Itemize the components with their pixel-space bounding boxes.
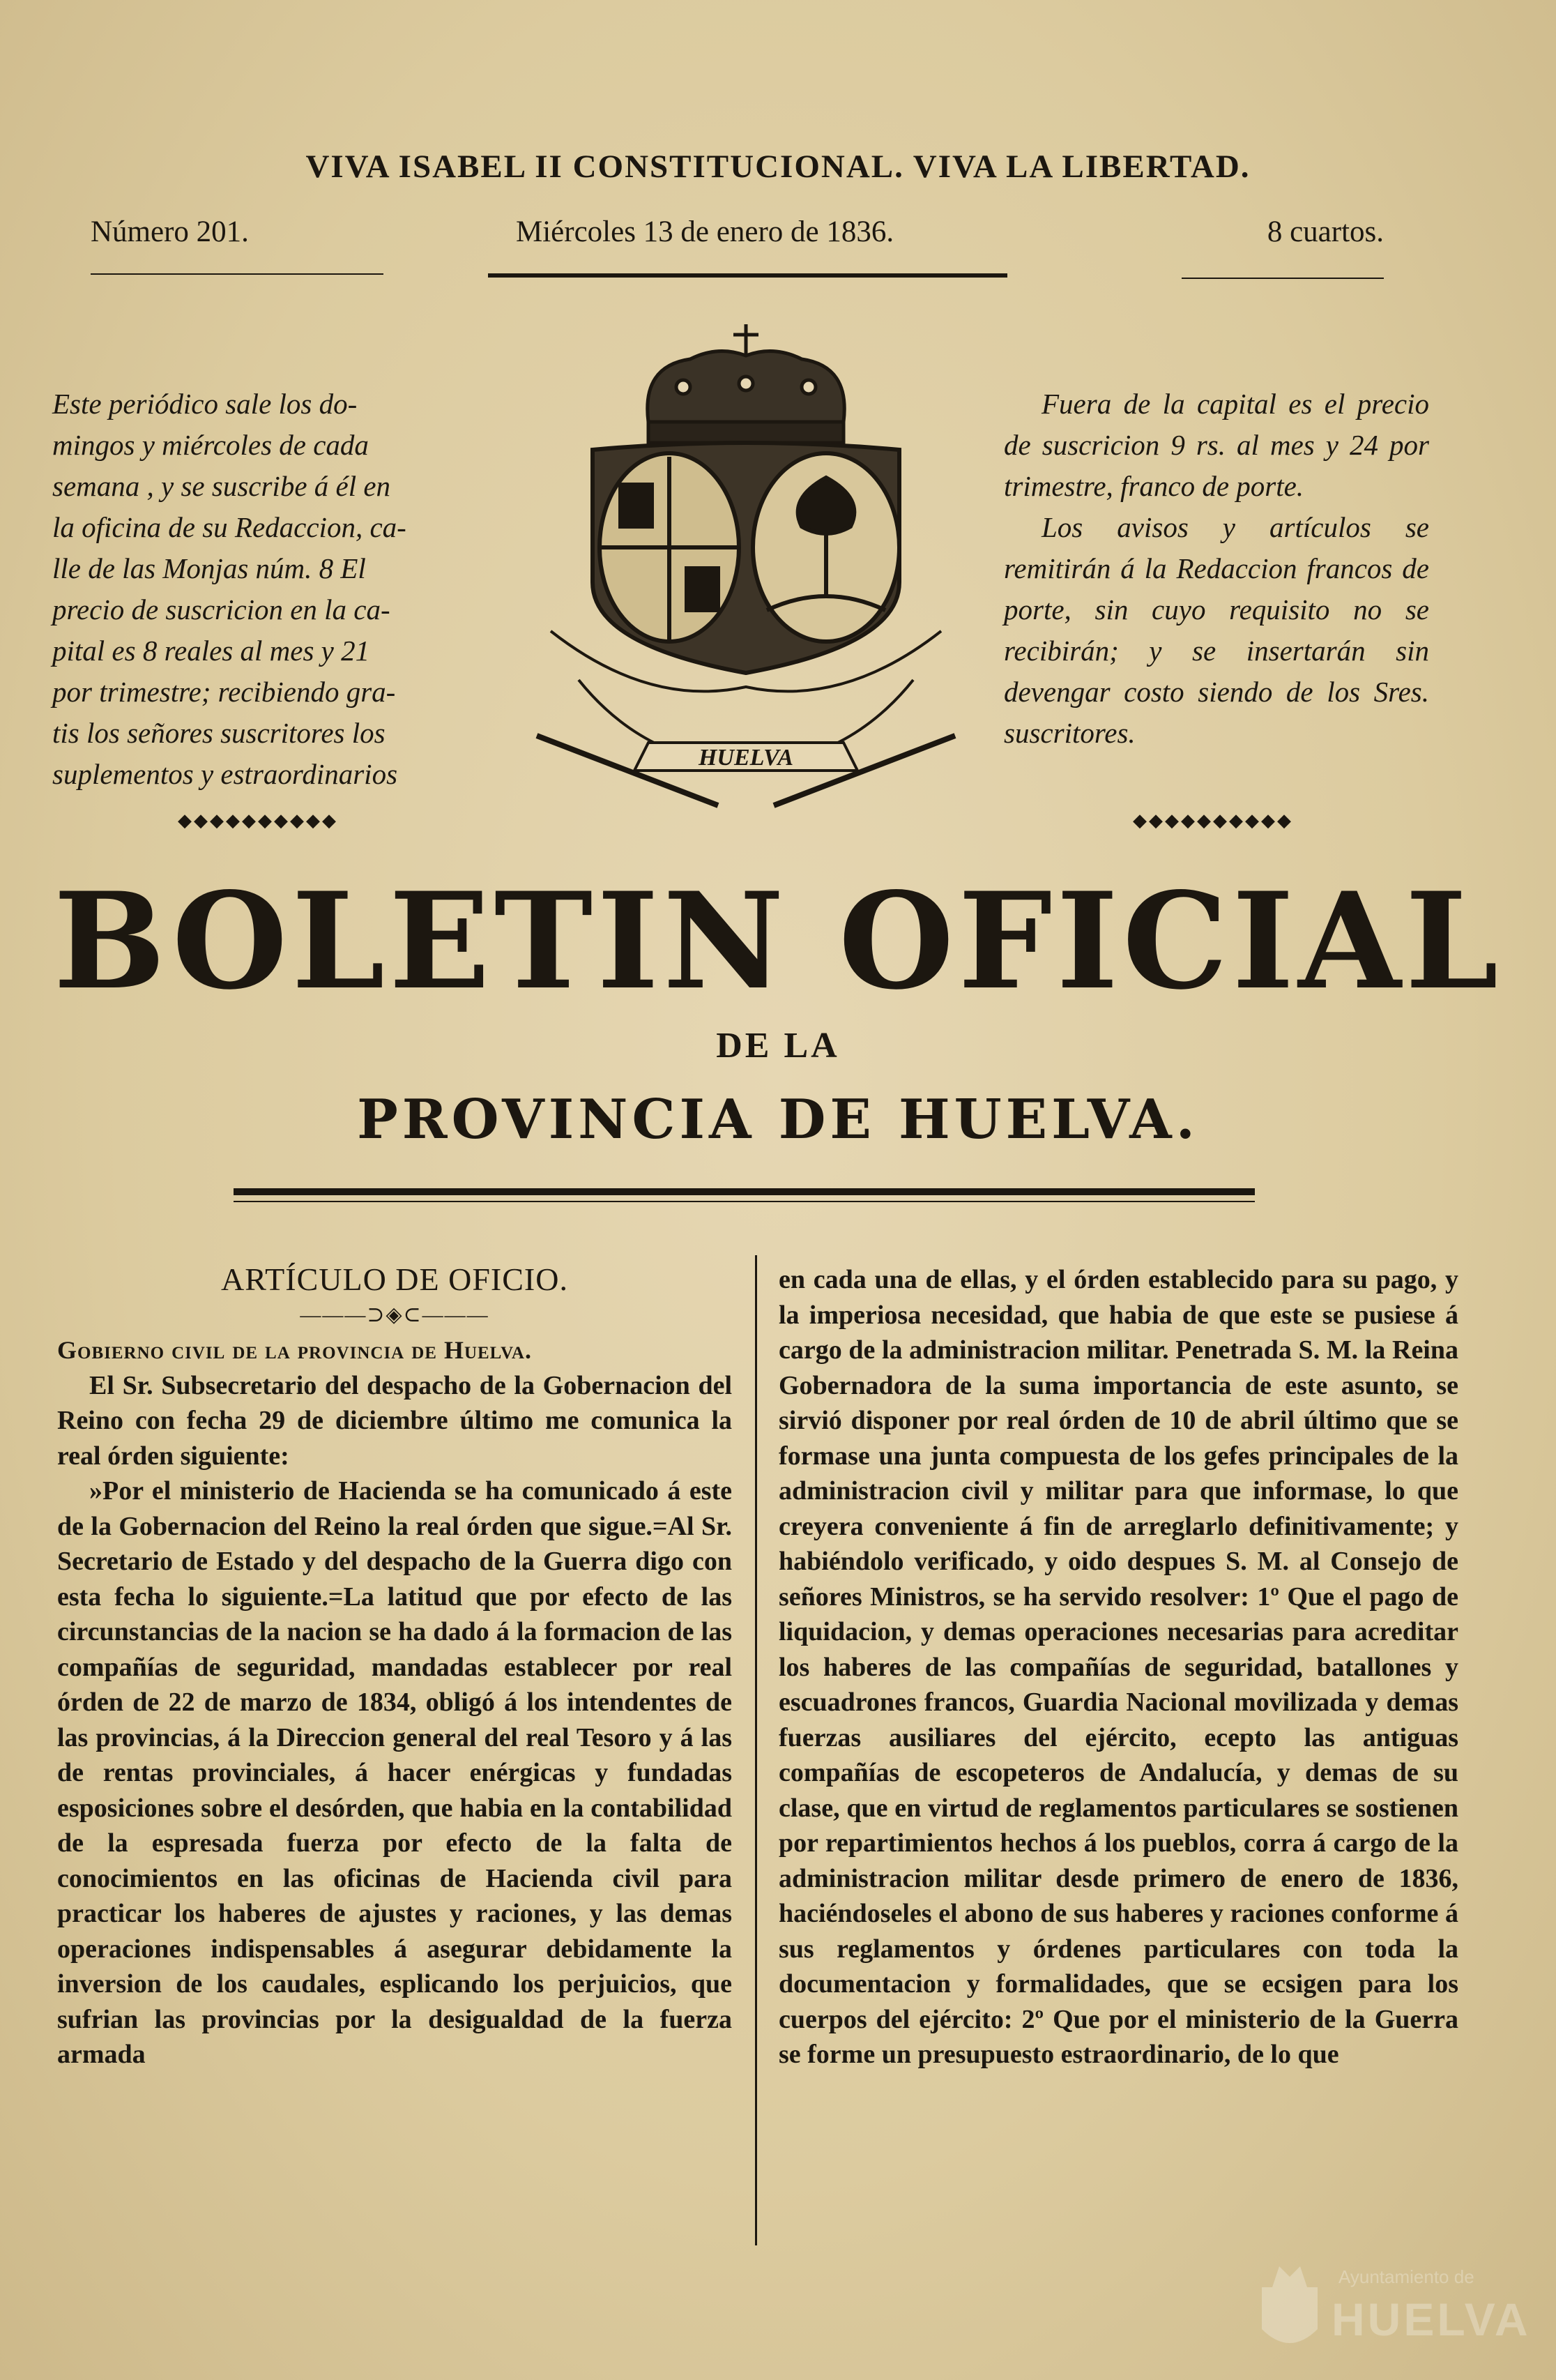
issue-date: Miércoles 13 de enero de 1836.: [516, 215, 894, 248]
notice-line: Este periódico sale los do-: [52, 388, 358, 420]
section-ornament: ———⊃◈⊂———: [300, 1303, 489, 1326]
notice-line: mingos y miércoles de cada: [52, 429, 369, 461]
notice-line: la oficina de su Redaccion, ca-: [52, 511, 406, 543]
masthead-province: PROVINCIA DE HUELVA.: [357, 1088, 1199, 1151]
section-title: ARTÍCULO DE OFICIO.: [221, 1261, 568, 1297]
issue-price: 8 cuartos.: [1267, 215, 1384, 248]
article-column-left: [57, 1262, 732, 2072]
article-paragraph: en cada una de ellas, y el órden establecido para su pago, y la imperiosa necesidad, que habia de que este se pusiese á cargo de la administracion militar. Penetrada S. M. la Reina Gobernadora de la suma importancia de este asunto, se sirvió disponer por real órden de 10 de abril último que se formase una junta compuesta de los gefes principales de la administracion civil y militar para que informase, lo que creyera conveniente á fin de arreglarlo definitivamente; y habiéndolo verificado, y oido despues S. M. al Consejo de señores Ministros, se ha servido resolver: 1º Que el pago de liquidacion, y demas operaciones necesarias para acreditar los haberes de las compañías de seguridad, batallones y escuadrones francos, Guardia Nacional movilizada y demas fuerzas ausiliares del ejército, ecepto las antiguas compañías de escopeteros de Andalucía, y demas de su clase, que en virtud de reglamentos particulares se sostienen por repartimientos hechos á los pueblos, corra á cargo de la administracion militar desde primero de enero de 1836, haciéndoseles el abono de sus haberes y raciones conforme á sus reglamentos y órdenes particulares con toda la documentacion y formalidades, que se ecsigen para los cuerpos del ejército: 2º Que por el ministerio de la Guerra se forme un presupuesto estraordinario, de lo que: [779, 1265, 1458, 2069]
watermark-logo: [1255, 2259, 1531, 2364]
notice-line: tis los señores suscritores los: [52, 717, 386, 749]
notice-para: Fuera de la capital es el precio de suscricion 9 rs. al mes y 24 por trimestre, franco de porte.: [1004, 388, 1429, 502]
masthead-rule: [234, 1188, 1255, 1195]
dateline-rule-left: [91, 273, 383, 275]
notice-line: suplementos y estraordinarios: [52, 758, 398, 790]
government-heading: Gobierno civil de la provincia de Huelva.: [57, 1336, 532, 1364]
coat-of-arms-emblem: [509, 317, 983, 854]
notice-line: por trimestre; recibiendo gra-: [52, 676, 396, 708]
notice-line: lle de las Monjas núm. 8 El: [52, 552, 366, 584]
ribbon-icon: [634, 743, 857, 771]
issue-number: Número 201.: [91, 215, 249, 248]
watermark-big-text: HUELVA: [1332, 2294, 1531, 2345]
dateline: [91, 215, 1384, 257]
subscription-notice-left: [52, 384, 471, 795]
ornament-right: ◆◆◆◆◆◆◆◆◆◆: [1133, 810, 1293, 831]
notice-line: pital es 8 reales al mes y 21: [52, 635, 370, 667]
article-paragraph: »Por el ministerio de Hacienda se ha comunicado á este de la Gobernacion del Reino la real órden que sigue.=Al Sr. Secretario de Estado y del despacho de la Guerra digo con esta fecha lo siguiente.=La latitud que por efecto de las circunstancias de la nacion se ha dado á la formacion de las compañías de seguridad, mandadas establecer por real órden de 22 de marzo de 1834, obligó á los intendentes de las provincias, á la Direccion general del real Tesoro y á las de rentas provinciales, á hacer enérgicas y fundadas esposiciones sobre el desórden, que habia en la contabilidad de la espresada fuerza por efecto de la falta de conocimientos en las oficinas de Hacienda civil para practicar los haberes de ajustes y raciones, y las demas operaciones indispensables á asegurar debidamente la inversion de los caudales, esplicando los perjuicios, que sufrian las provincias por la desigualdad de la fuerza armada: [57, 1476, 732, 2069]
subscription-notice-right: [1004, 384, 1429, 754]
crown-icon: [648, 324, 845, 443]
masthead-title: BOLETIN OFICIAL: [53, 863, 1503, 1019]
masthead-de-la: DE LA: [716, 1026, 840, 1066]
header-motto: VIVA ISABEL II CONSTITUCIONAL. VIVA LA LIBERTAD.: [305, 149, 1251, 185]
column-divider: [755, 1255, 757, 2245]
notice-line: precio de suscricion en la ca-: [52, 593, 390, 626]
notice-para: Los avisos y artículos se remitirán á la Redaccion francos de porte, sin cuyo requisito no se recibirán; y se insertarán sin devengar costo siendo de los Sres. suscritores.: [1004, 511, 1429, 749]
masthead-rule-thin: [234, 1201, 1255, 1202]
article-column-right: [779, 1262, 1458, 2072]
ornament-left: ◆◆◆◆◆◆◆◆◆◆: [178, 810, 338, 831]
dateline-rule-right: [1182, 278, 1384, 279]
shield-icon: [593, 443, 899, 673]
article-paragraph: El Sr. Subsecretario del despacho de la Gobernacion del Reino con fecha 29 de diciembre último me comunica la real órden siguiente:: [57, 1370, 732, 1471]
city-crest-icon: [1255, 2259, 1325, 2357]
ribbon-text: HUELVA: [698, 745, 794, 771]
dateline-rule-center: [488, 273, 1007, 278]
watermark-small-text: Ayuntamiento de: [1338, 2266, 1474, 2287]
notice-line: semana , y se suscribe á él en: [52, 470, 391, 502]
